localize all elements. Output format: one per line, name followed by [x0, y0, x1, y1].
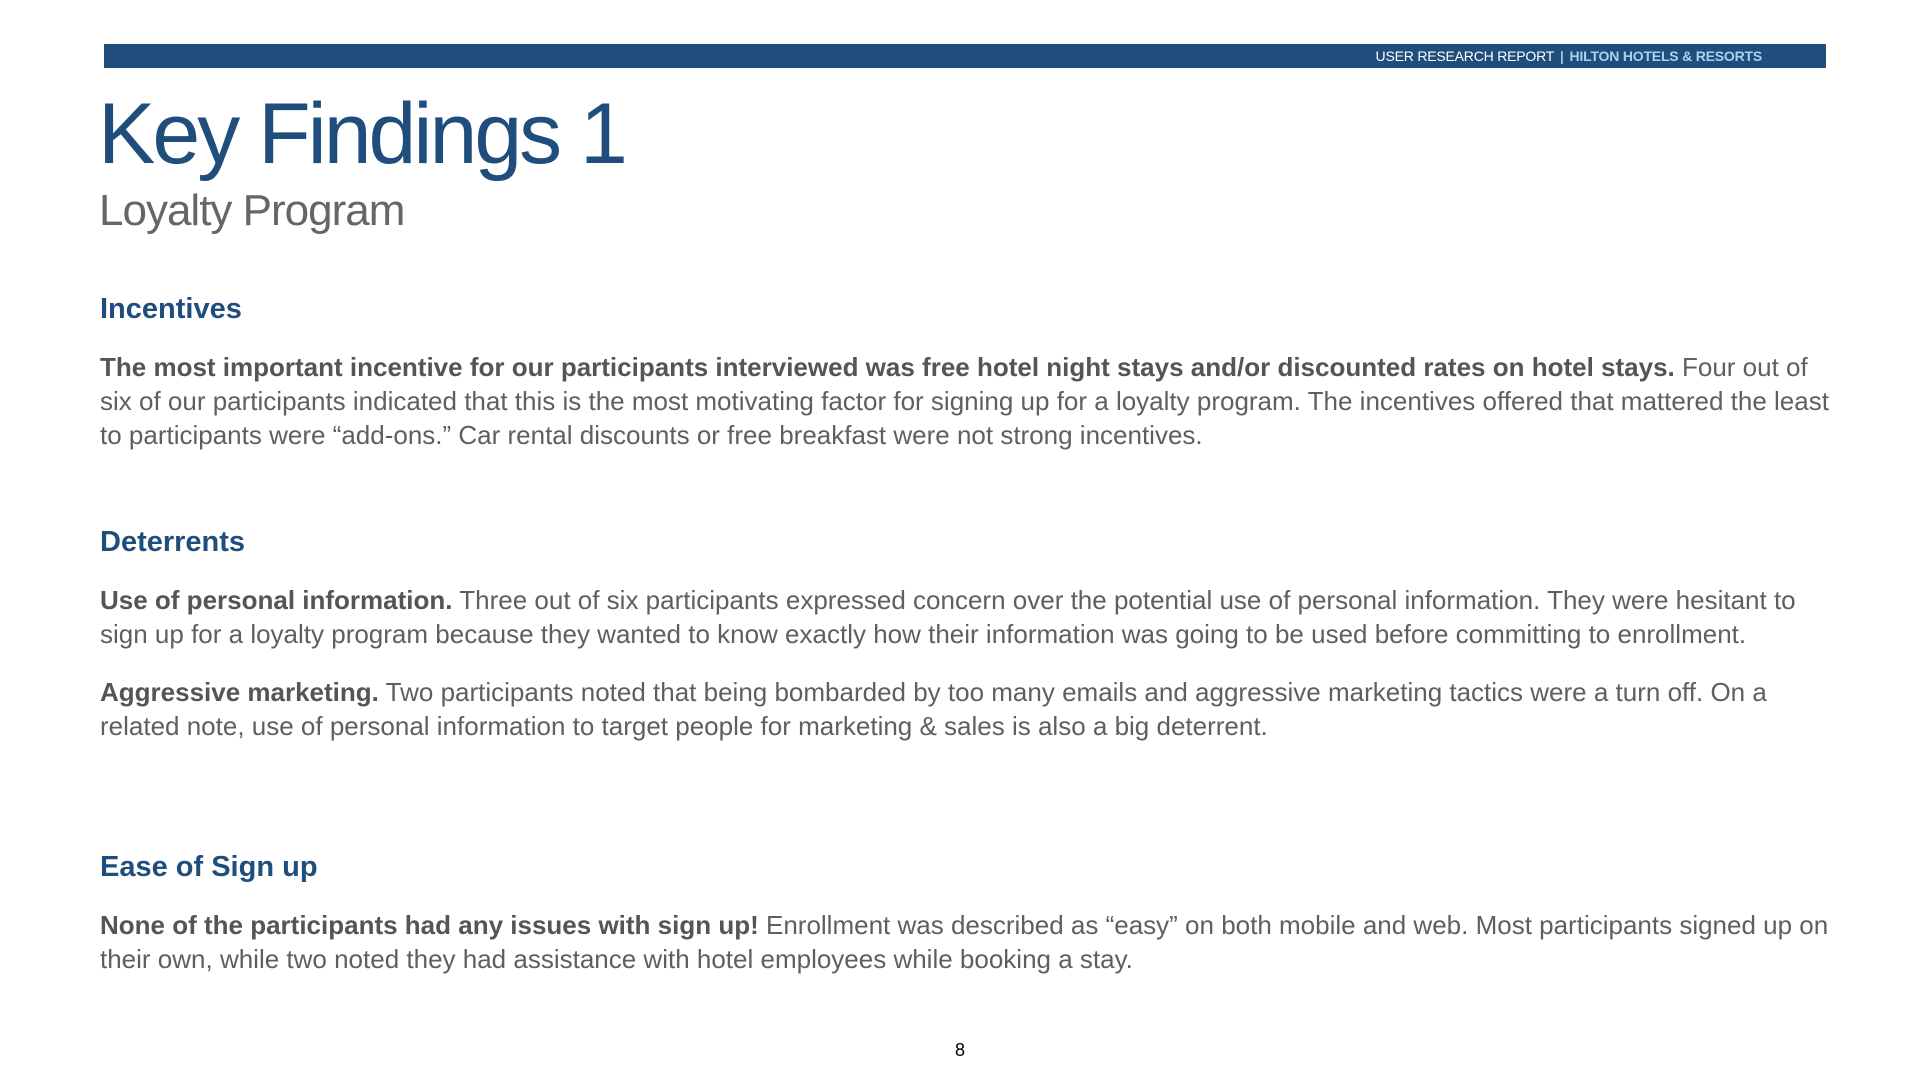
section-heading-deterrents: Deterrents — [100, 526, 246, 558]
page-subtitle: Loyalty Program — [99, 186, 405, 235]
finding-body: Two participants noted that being bombarded by too many emails and aggressive marketing tactics were a turn off. On a related note, use of personal information to target people for marketing & sales is also a big deterrent. — [100, 677, 1767, 741]
section-signup — [100, 850, 1830, 976]
finding-lead: Use of personal information. — [100, 585, 453, 615]
section-heading-signup: Ease of Sign up — [100, 851, 318, 883]
section-deterrents — [100, 525, 1830, 743]
finding-paragraph — [100, 583, 1830, 651]
finding-body: Three out of six participants expressed concern over the potential use of personal information. They were hesitant to sign up for a loyalty program because they wanted to know exactly how their information was going to be used before committing to enrollment. — [100, 585, 1796, 649]
page-title: Key Findings 1 — [98, 86, 625, 182]
header-separator: | — [1560, 48, 1564, 64]
finding-paragraph — [100, 350, 1830, 452]
finding-paragraph — [100, 675, 1830, 743]
report-label: USER RESEARCH REPORT — [1375, 48, 1555, 64]
brand-label: HILTON HOTELS & RESORTS — [1569, 48, 1762, 64]
page-number: 8 — [954, 1040, 965, 1060]
section-heading-incentives: Incentives — [100, 293, 242, 325]
finding-lead: Aggressive marketing. — [100, 677, 379, 707]
finding-body: Four out of six of our participants indicated that this is the most motivating factor for signing up for a loyalty program. The incentives offered that mattered the least to participants were “add-ons.” Car rental discounts or free breakfast were not strong incentives. — [100, 352, 1829, 450]
finding-paragraph — [100, 908, 1830, 976]
finding-body: Enrollment was described as “easy” on both mobile and web. Most participants signed up on their own, while two noted they had assistance with hotel employees while booking a stay. — [100, 910, 1829, 974]
section-incentives — [100, 292, 1830, 452]
header-text — [1376, 48, 1762, 64]
header-bar — [104, 44, 1826, 68]
finding-lead: The most important incentive for our participants interviewed was free hotel night stays and/or discounted rates on hotel stays. — [100, 352, 1675, 382]
finding-lead: None of the participants had any issues with sign up! — [100, 910, 759, 940]
